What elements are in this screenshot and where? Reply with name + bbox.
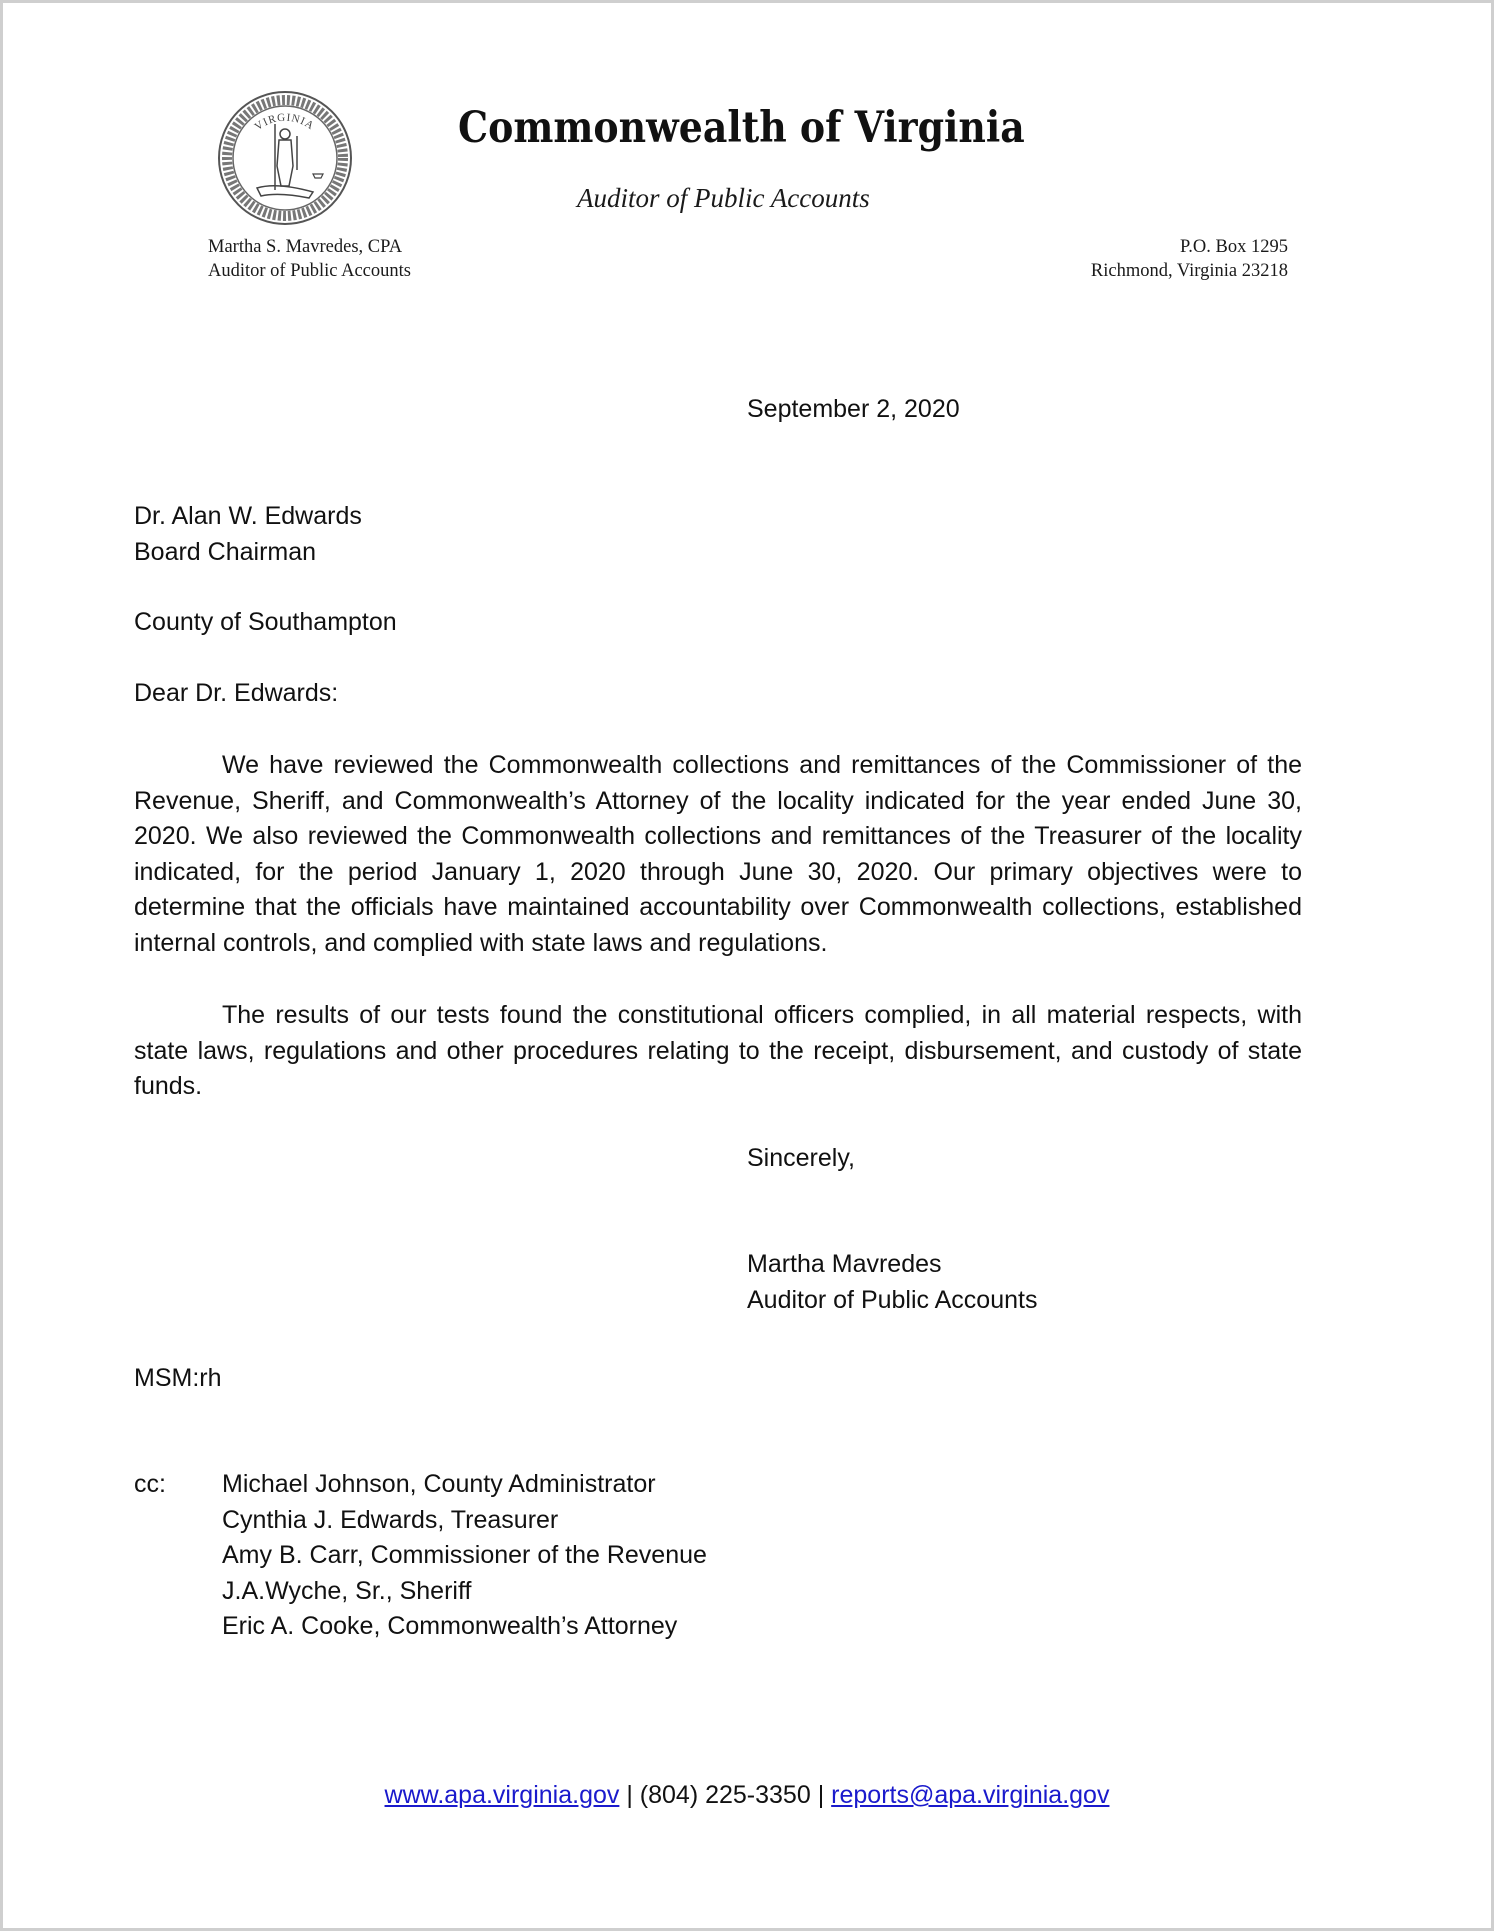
footer-separator: | <box>626 1781 633 1809</box>
letterhead-title: Commonwealth of Virginia <box>458 103 1025 153</box>
auditor-title: Auditor of Public Accounts <box>208 261 411 281</box>
cc-recipient: Eric A. Cooke, Commonwealth’s Attorney <box>222 1612 678 1641</box>
website-link[interactable]: www.apa.virginia.gov <box>384 1781 620 1809</box>
recipient-name: Dr. Alan W. Edwards <box>134 502 362 530</box>
virginia-seal-icon <box>217 90 353 226</box>
valediction: Sincerely, <box>747 1144 855 1172</box>
cc-recipient: Michael Johnson, County Administrator <box>222 1470 656 1498</box>
city-state-zip: Richmond, Virginia 23218 <box>1090 261 1288 281</box>
email-link[interactable]: reports@apa.virginia.gov <box>831 1781 1110 1809</box>
auditor-name: Martha S. Mavredes, CPA <box>208 237 403 257</box>
recipient-block <box>134 499 362 570</box>
cc-recipient: Amy B. Carr, Commissioner of the Revenue <box>222 1541 707 1570</box>
letter-page <box>3 3 1491 1928</box>
footer <box>3 1781 1491 1810</box>
recipient-organization: County of Southampton <box>134 608 397 636</box>
footer-separator: | <box>817 1781 825 1809</box>
signer-title: Auditor of Public Accounts <box>747 1285 1038 1314</box>
body-paragraph-2: The results of our tests found the constitutional officers complied, in all material respects, with state laws, regulations and other procedures relating to the receipt, disbursement, and custody of state funds. <box>134 1001 1302 1101</box>
letterhead-left-block <box>208 235 411 283</box>
svg-text:VIRGINIA: VIRGINIA <box>252 111 317 134</box>
letterhead-right-block <box>1091 235 1288 283</box>
body-paragraph-1: We have reviewed the Commonwealth collections and remittances of the Commissioner of the Revenue, Sheriff, and Commonwealth’s Attorney of the locality indicated for the year ended June 30, 2020. We also reviewed the Commonwealth collections and remittances of the Treasurer of the locality indicated, for the period January 1, 2020 through June 30, 2020. Our primary objectives were to determine that the officials have maintained accountability over Commonwealth collections, established internal controls, and complied with state laws and regulations. <box>134 751 1302 957</box>
phone-number: (804) 225-3350 <box>639 1781 811 1809</box>
signer-name: Martha Mavredes <box>747 1250 942 1278</box>
cc-recipient: J.A.Wyche, Sr., Sheriff <box>222 1576 472 1605</box>
po-box: P.O. Box 1295 <box>1180 237 1288 257</box>
letterhead-subtitle: Auditor of Public Accounts <box>577 183 870 213</box>
typist-initials: MSM:rh <box>134 1364 222 1392</box>
cc-label: cc: <box>134 1470 166 1498</box>
cc-recipient: Cynthia J. Edwards, Treasurer <box>222 1505 559 1534</box>
recipient-title: Board Chairman <box>134 537 317 566</box>
signature-block <box>747 1247 1037 1318</box>
salutation: Dear Dr. Edwards: <box>134 679 339 707</box>
cc-list <box>222 1467 707 1645</box>
letter-date: September 2, 2020 <box>747 395 960 423</box>
